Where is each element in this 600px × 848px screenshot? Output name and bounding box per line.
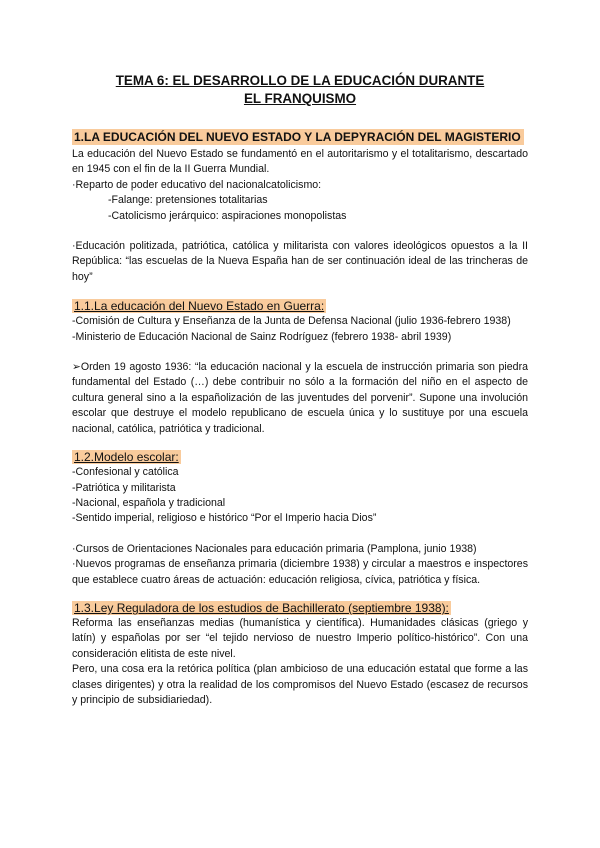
document-page xyxy=(72,72,528,708)
section-1-3-reforma: Reforma las enseñanzas medias (humanística y científica). Humanidades clásicas (griego y latín) y españolas por ser “el tejido nervioso de nuestro Imperio político-histórico”. Con una consideración elitista de este nivel. xyxy=(72,616,528,660)
title-line-2: EL FRANQUISMO xyxy=(243,91,357,106)
section-1-1-orden: ➢Orden 19 agosto 1936: “la educación nacional y la escuela de instrucción primaria son piedra fundamental del Estado (…) debe contribuir no sólo a la formación del niño en el aspecto de cultura general sino a la españolización de las juventudes del porvenir”. Supone una involución escolar que destruye el modelo republicano de escuela única y lo sustituye por una escuela nacional, católica, patriótica y tradicional. xyxy=(72,361,528,435)
section-1-1-comision: -Comisión de Cultura y Enseñanza de la Junta de Defensa Nacional (julio 1936-febrero 1938) xyxy=(72,315,511,328)
section-1-3-pero: Pero, una cosa era la retórica política (plan ambicioso de una educación estatal que forme a las clases dirigentes) y otra la realidad de los compromisos del Nuevo Estado (escasez de recursos y principio de subsidiariedad). xyxy=(72,663,528,706)
section-1-heading: 1.LA EDUCACIÓN DEL NUEVO ESTADO Y LA DEPYRACIÓN DEL MAGISTERIO xyxy=(72,129,528,145)
section-1-reparto: ·Reparto de poder educativo del nacionalcatolicismo: xyxy=(72,178,322,191)
section-1-catolicismo: -Catolicismo jerárquico: aspiraciones monopolistas xyxy=(108,209,347,222)
section-1-1-ministerio: -Ministerio de Educación Nacional de Sainz Rodríguez (febrero 1938- abril 1939) xyxy=(72,330,452,343)
section-1-falange: -Falange: pretensiones totalitarias xyxy=(108,194,268,207)
model-item: -Confesional y católica xyxy=(72,466,179,479)
model-item: -Nacional, española y tradicional xyxy=(72,496,226,509)
section-1-2-programas: ·Nuevos programas de enseñanza primaria (diciembre 1938) y circular a maestros e inspectores que establece cuatro áreas de actuación: educación religiosa, cívica, patriótica y física. xyxy=(72,558,528,586)
document-title xyxy=(72,72,528,108)
section-1-3-heading: 1.3.Ley Reguladora de los estudios de Bachillerato (septiembre 1938): xyxy=(74,600,449,615)
model-item: -Patriótica y militarista xyxy=(72,481,176,494)
title-line-1: TEMA 6: EL DESARROLLO DE LA EDUCACIÓN DURANTE xyxy=(115,73,485,88)
section-1-2-heading: 1.2.Modelo escolar: xyxy=(74,450,179,465)
section-1-politizada: ·Educación politizada, patriótica, católica y militarista con valores ideológicos opuestos a la II República: “las escuelas de la Nueva España han de ser continuación ideal de las trincheras de hoy” xyxy=(72,240,528,283)
model-item: -Sentido imperial, religioso e histórico “Por el Imperio hacia Dios” xyxy=(72,512,377,525)
section-1-1-heading: 1.1.La educación del Nuevo Estado en Guerra: xyxy=(74,299,325,314)
section-1-2-cursos: ·Cursos de Orientaciones Nacionales para educación primaria (Pamplona, junio 1938) xyxy=(72,542,477,555)
section-1-intro: La educación del Nuevo Estado se fundamentó en el autoritarismo y el totalitarismo, descartado en 1945 con el fin de la II Guerra Mundial. xyxy=(72,148,528,176)
